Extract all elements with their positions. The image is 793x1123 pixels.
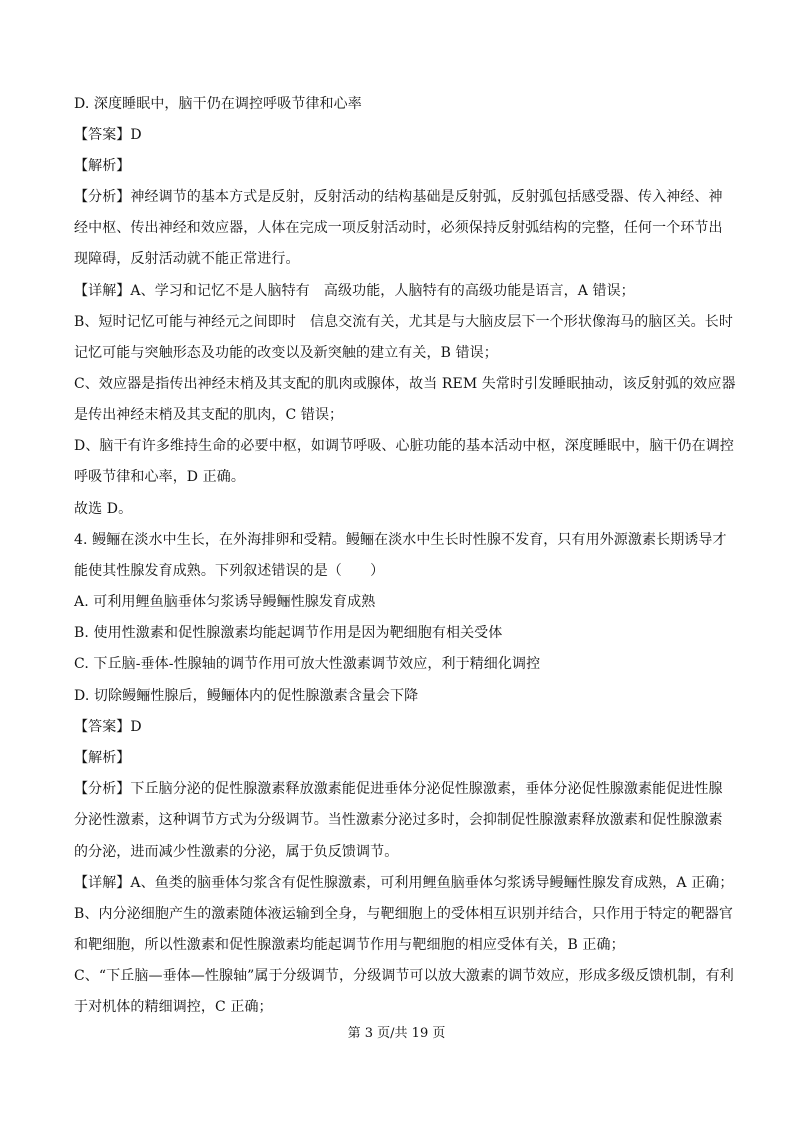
option-d-prev: D. 深度睡眠中，脑干仍在调控呼吸节律和心率 [74, 96, 362, 112]
xiangjie-1-b-line-2: 记忆可能与突触形态及功能的改变以及新突触的建立有关，B 错误； [74, 345, 498, 361]
xiangjie-1-b-line-1: B、短时记忆可能与神经元之间即时 信息交流有关，尤其是与大脑皮层下一个形状像海马的脑区关。长时 [74, 314, 733, 330]
xiangjie-2-c-line-1: C、“下丘脑—垂体—性腺轴”属于分级调节，分级调节可以放大激素的调节效应，形成多级反馈机制，有利 [74, 968, 734, 984]
fenxi-1-line-3: 现障碍，反射活动就不能正常进行。 [74, 251, 300, 267]
answer-label-1: 【答案】D [74, 127, 142, 143]
xiangjie-2-b-line-1: B、内分泌细胞产生的激素随体液运输到全身，与靶细胞上的受体相互识别并结合，只作用于特定的靶器官 [74, 906, 733, 922]
fenxi-2-line-2: 分泌性激素，这种调节方式为分级调节。当性激素分泌过多时，会抑制促性腺激素释放激素和促性腺激素 [74, 812, 723, 828]
page-number-footer: 第 3 页/共 19 页 [347, 1026, 446, 1041]
analysis-label-1: 【解析】 [74, 158, 131, 174]
option-d: D. 切除鳗鲡性腺后，鳗鲡体内的促性腺激素含量会下降 [74, 688, 419, 704]
xiangjie-2-c-line-2: 于对机体的精细调控，C 正确； [74, 999, 273, 1015]
fenxi-1-line-1: 【分析】神经调节的基本方式是反射，反射活动的结构基础是反射弧，反射弧包括感受器、传入神经、神 [74, 189, 723, 205]
fenxi-1-line-2: 经中枢、传出神经和效应器，人体在完成一项反射活动时，必须保持反射弧结构的完整，任何一个环节出 [74, 220, 723, 236]
question-4-line-2: 能使其性腺发育成熟。下列叙述错误的是（ ） [74, 563, 385, 579]
choice-conclusion-1: 故选 D。 [74, 501, 133, 517]
question-4-line-1: 4. 鳗鲡在淡水中生长，在外海排卵和受精。鳗鲡在淡水中生长时性腺不发育，只有用外源激素长期诱导才 [74, 532, 727, 548]
analysis-label-2: 【解析】 [74, 750, 131, 766]
xiangjie-1-d-line-1: D、脑干有许多维持生命的必要中枢，如调节呼吸、心脏功能的基本活动中枢，深度睡眠中，脑干仍在调控 [74, 438, 734, 454]
fenxi-2-line-1: 【分析】下丘脑分泌的促性腺激素释放激素能促进垂体分泌促性腺激素，垂体分泌促性腺激素能促进性腺 [74, 781, 723, 797]
xiangjie-1-a: 【详解】A、学习和记忆不是人脑特有 高级功能，人脑特有的高级功能是语言，A 错误； [74, 283, 635, 299]
fenxi-2-line-3: 的分泌，进而减少性激素的分泌，属于负反馈调节。 [74, 844, 399, 860]
xiangjie-1-c-line-1: C、效应器是指传出神经末梢及其支配的肌肉或腺体，故当 REM 失常时引发睡眠抽动，该反射弧的效应器 [74, 376, 736, 392]
option-a: A. 可利用鲤鱼脑垂体匀浆诱导鳗鲡性腺发育成熟 [74, 594, 376, 610]
answer-label-2: 【答案】D [74, 719, 142, 735]
xiangjie-1-d-line-2: 呼吸节律和心率，D 正确。 [74, 469, 245, 485]
option-c: C. 下丘脑-垂体-性腺轴的调节作用可放大性激素调节效应，利于精细化调控 [74, 656, 541, 672]
xiangjie-1-c-line-2: 是传出神经末梢及其支配的肌肉，C 错误； [74, 407, 344, 423]
option-b: B. 使用性激素和促性腺激素均能起调节作用是因为靶细胞有相关受体 [74, 625, 503, 641]
xiangjie-2-a: 【详解】A、鱼类的脑垂体匀浆含有促性腺激素，可利用鲤鱼脑垂体匀浆诱导鳗鲡性腺发育成熟，A 正确； [74, 875, 734, 891]
xiangjie-2-b-line-2: 和靶细胞，所以性激素和促性腺激素均能起调节作用与靶细胞的相应受体有关，B 正确； [74, 937, 625, 953]
